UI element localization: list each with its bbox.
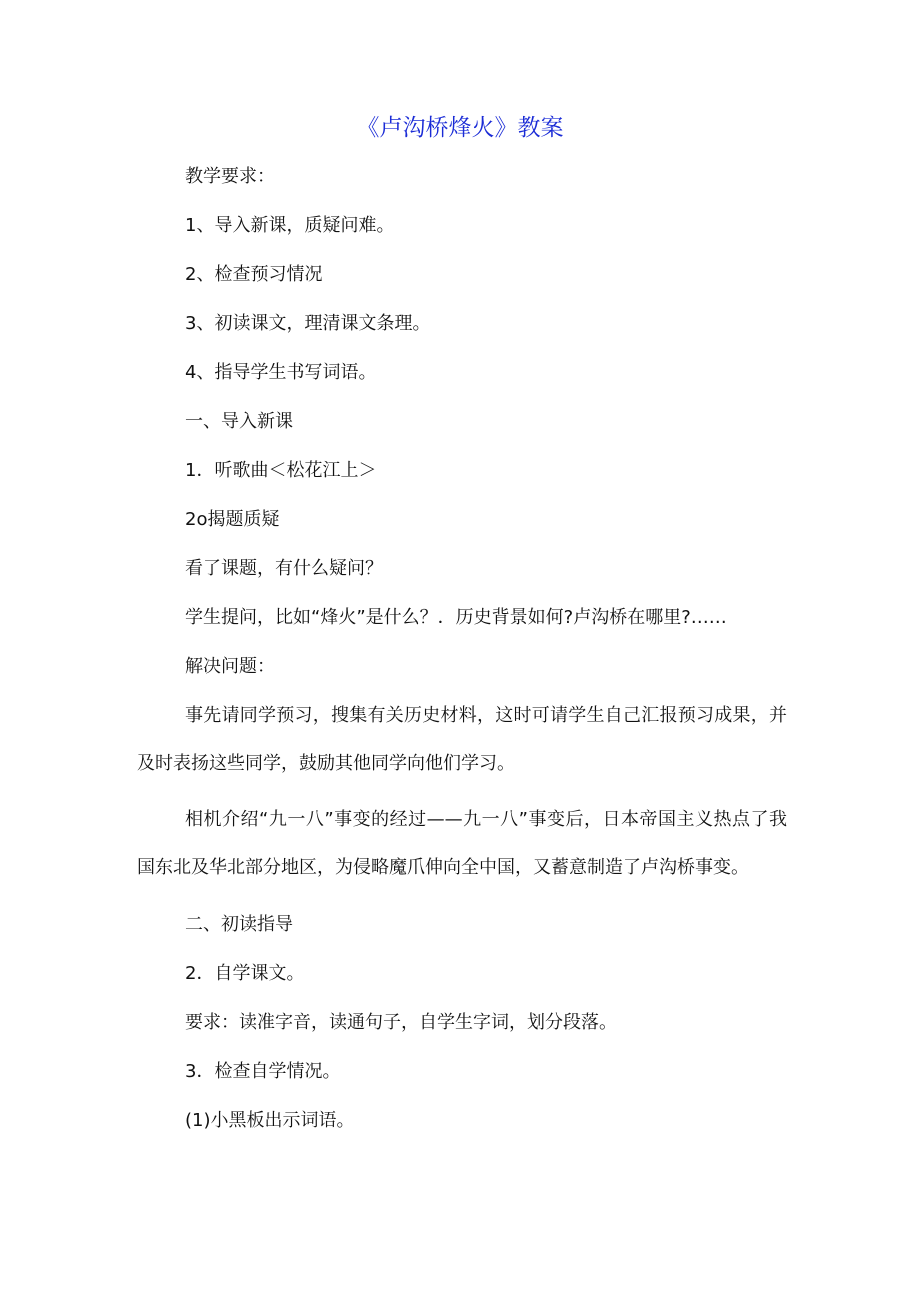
text-line: 学生提问，比如“烽火”是什么？．历史背景如何?卢沟桥在哪里?…… — [185, 607, 727, 628]
document-body — [137, 160, 787, 1136]
paragraph: 相机介绍“九一八”事变的经过——九一八”事变后，日本帝国主义热点了我国东北及华北部分地区，为侵略魔爪伸向全中国，又蓄意制造了卢沟桥事变。 — [137, 809, 787, 878]
text-line: 4、指导学生书写词语。 — [185, 362, 377, 383]
text-line: 3、初读课文，理清课文条理。 — [185, 313, 431, 334]
text-line: 解决问题： — [185, 656, 275, 677]
text-line: 2、检查预习情况 — [185, 264, 323, 285]
text-line: 3．检查自学情况。 — [185, 1061, 341, 1082]
section-heading: 一、导入新课 — [185, 411, 293, 432]
text-line: 要求：读准字音，读通句子，自学生字词，划分段落。 — [185, 1012, 617, 1033]
text-line: 2o揭题质疑 — [185, 509, 280, 530]
document-title: 《卢沟桥烽火》教案 — [356, 115, 564, 141]
text-line: 2．自学课文。 — [185, 963, 305, 984]
text-line: (1)小黑板出示词语。 — [185, 1110, 355, 1131]
text-line: 1．听歌曲＜松花江上＞ — [185, 460, 377, 481]
text-line: 1、导入新课，质疑问难。 — [185, 215, 395, 236]
paragraph: 事先请同学预习，搜集有关历史材料，这时可请学生自己汇报预习成果，并及时表扬这些同学，鼓励其他同学向他们学习。 — [137, 705, 787, 774]
text-line: 教学要求： — [185, 166, 275, 187]
text-line: 看了课题，有什么疑问？ — [185, 558, 383, 579]
section-heading: 二、初读指导 — [185, 914, 293, 935]
